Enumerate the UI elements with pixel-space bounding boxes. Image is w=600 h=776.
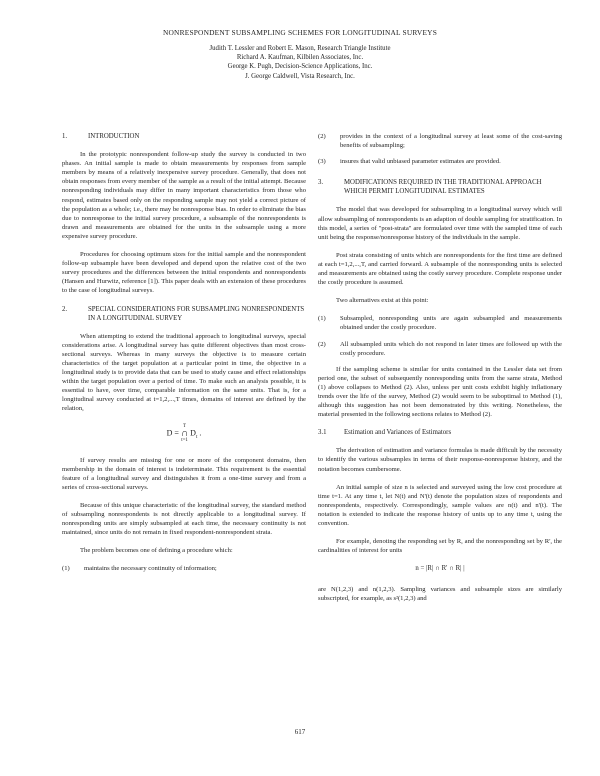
section-title: INTRODUCTION	[88, 133, 140, 140]
list-text: insures that valid unbiased parameter estimates are provided.	[340, 158, 501, 166]
list-text: All subsampled units which do not respond in later times are followed up with the costly procedure.	[340, 340, 562, 357]
paragraph: Post strata consisting of units which are nonrespondents for the first time are defined at each t=1,2,...,T, and carried forward. A subsample of the nonresponding units is selected and measurements are obtained using the costly survey procedure. Complete response under the costly procedure is assumed.	[318, 251, 562, 287]
eq-operator: ∩	[180, 427, 189, 439]
list-item	[318, 314, 562, 332]
paragraph: Procedures for choosing optimum sizes for the initial sample and the nonrespondent follow-up subsample have been developed and depend upon the relative cost of the two survey procedures and the differences between the initial respondents and nonrespondents (Hansen and Hurwitz, reference [1]). This paper deals with an extension of these procedures to the case of longitudinal surveys.	[62, 251, 306, 295]
eq-upper-limit: T	[183, 423, 187, 429]
list-item	[62, 564, 306, 573]
section-title: MODIFICATIONS REQUIRED IN THE TRADITIONAL APPROACH WHICH PERMIT LONGITUDINAL ESTIMATES	[344, 179, 542, 196]
author-line: Richard A. Kaufman, Kilbilen Associates, Inc.	[236, 54, 364, 62]
subsection-number: 3.1	[318, 429, 327, 437]
eq-lower-limit: t=1	[181, 437, 188, 443]
page-number: 617	[294, 728, 306, 736]
list-item	[318, 132, 562, 150]
section-heading	[62, 132, 306, 141]
paragraph: An initial sample of size n is selected and surveyed using the low cost procedure at time t=1. At any time t, let N(t) and N'(t) denote the population sizes of respondents and nonrespondents, respectively. Correspondingly, sample values are n(t) and n'(t). The notation is extended to indicate the response history of units up to any time t, using the convention.	[318, 483, 562, 527]
section-heading	[318, 178, 562, 196]
section-title: SPECIAL CONSIDERATIONS FOR SUBSAMPLING NONRESPONDENTS IN A LONGITUDINAL SURVEY	[88, 305, 305, 322]
section-number: 2.	[62, 305, 68, 313]
paragraph: If the sampling scheme is similar for units contained in the Lessler data set from period one, the subset of subsequently nonresponding units from the same strata, Method (1) above collapses to Method (2). Also, unless per unit costs exhibit highly inflationary trends over the life of the survey, Method (2) would seem to be suboptimal to Method (1), although this suggestion has not been demonstrated by this writing. Nonetheless, the material presented in the following sections relates to Method (2).	[318, 365, 562, 419]
right-column	[318, 132, 562, 613]
paragraph: The problem becomes one of defining a procedure which:	[80, 547, 233, 555]
paragraph: If survey results are missing for one or more of the component domains, then membership in the domain of interest is indeterminate. This requirement is the essential feature of a longitudinal survey and distinguishes it from a one-time survey and from a series of cross-sectional surveys.	[62, 456, 306, 491]
paper-title: NONRESPONDENT SUBSAMPLING SCHEMES FOR LONGITUDINAL SURVEYS	[162, 28, 438, 37]
author-line: Judith T. Lessler and Robert E. Mason, Research Triangle Institute	[209, 45, 391, 52]
list-number: (1)	[62, 565, 70, 573]
list-number: (1)	[318, 315, 326, 323]
eq-end: .	[197, 427, 202, 437]
subsection-title: Estimation and Variances of Estimators	[344, 429, 452, 437]
eq-term: D	[190, 427, 196, 437]
paragraph: are N(1,2,3) and n(1,2,3). Sampling variances and subsample sizes are similarly subscripted, for example, as s²(1,2,3) and	[318, 586, 562, 603]
author-line: George K. Pugh, Decision-Science Applications, Inc.	[227, 63, 373, 71]
eq-lhs: D =	[166, 427, 181, 437]
list-number: (2)	[318, 133, 326, 140]
section-heading	[62, 305, 306, 323]
eq-intersection	[181, 423, 188, 444]
paragraph: For example, denoting the responding set by R, and the nonresponding set by R', the cardinalities of interest for units	[318, 538, 562, 555]
equation-cardinality: n = |R| ∩ R' ∩ R| |	[415, 565, 465, 573]
list-number: (2)	[318, 340, 326, 348]
list-item	[318, 340, 562, 358]
author-line: J. George Caldwell, Vista Research, Inc.	[245, 72, 355, 80]
paragraph: The derivation of estimation and variance formulas is made difficult by the necessity to identify the various subsamples in terms of their response-nonresponse history, and the notation becomes cumbersome.	[318, 447, 562, 473]
eq-subscript: t	[195, 434, 198, 440]
paragraph: In the prototypic nonrespondent follow-up study the survey is conducted in two phases. An initial sample is made to obtain measurements by responses from sample members by means of a relatively inexpensive survey procedure. Generally, that does not obtain responses from every member of the sample as a result of the initial attempt. Because nonresponding individuals may differ in many important characteristics from those who respond, estimates based only on the responding sample may not yield a correct picture of the population as a whole; i.e., there may be nonresponse bias. In order to eliminate the bias due to nonresponse to the initial survey procedure, a subsample of the nonrespondents is drawn and measurements are obtained for the units in the subsample using a more expensive survey procedure.	[62, 151, 306, 240]
list-text: maintains the necessary continuity of information;	[84, 565, 217, 573]
author-block	[0, 44, 600, 81]
paragraph: When attempting to extend the traditional approach to longitudinal surveys, special considerations arise. A longitudinal survey has quite different objectives than most cross-sectional surveys. Whereas in many surveys the objective is to measure certain characteristics of the target population at a particular point in time, the objective in a longitudinal study is to provide data that can be used to study cause and effect relationships within the target population over a period of time. To make such an analysis possible, it is essential to have, over time, comparable information on the same units. That is, for a longitudinal survey conducted at t=1,2,...,T times, domains of interest are defined by the relation,	[62, 332, 306, 413]
subsection-heading	[318, 428, 562, 437]
paragraph: The model that was developed for subsampling in a longitudinal survey which will allow subsampling of nonrespondents is an adaption of double sampling for stratification. In this model, a series of "post-strata" are formulated over time with the sampled time of each unit being the response/nonresponse history of the individuals in the sample.	[318, 206, 562, 241]
equation-domain	[62, 423, 306, 444]
left-column	[62, 132, 306, 580]
list-text: Subsampled, nonresponding units are again subsampled and measurements obtained under the costly procedure.	[340, 315, 562, 332]
section-number: 3.	[318, 179, 324, 187]
paragraph: Two alternatives exist at this point:	[336, 297, 429, 305]
list-item	[318, 157, 562, 166]
section-number: 1.	[62, 133, 68, 140]
list-text: provides in the context of a longitudinal survey at least some of the cost-saving benefits of subsampling;	[340, 133, 562, 150]
list-number: (3)	[318, 158, 326, 166]
paragraph: Because of this unique characteristic of the longitudinal survey, the standard method of subsampling nonrespondents is not directly applicable to a longitudinal survey. If nonresponding units are simply subsampled at each time, the necessary continuity is not maintained, since units do not remain in fixed respondent-nonrespondent strata.	[62, 501, 306, 537]
